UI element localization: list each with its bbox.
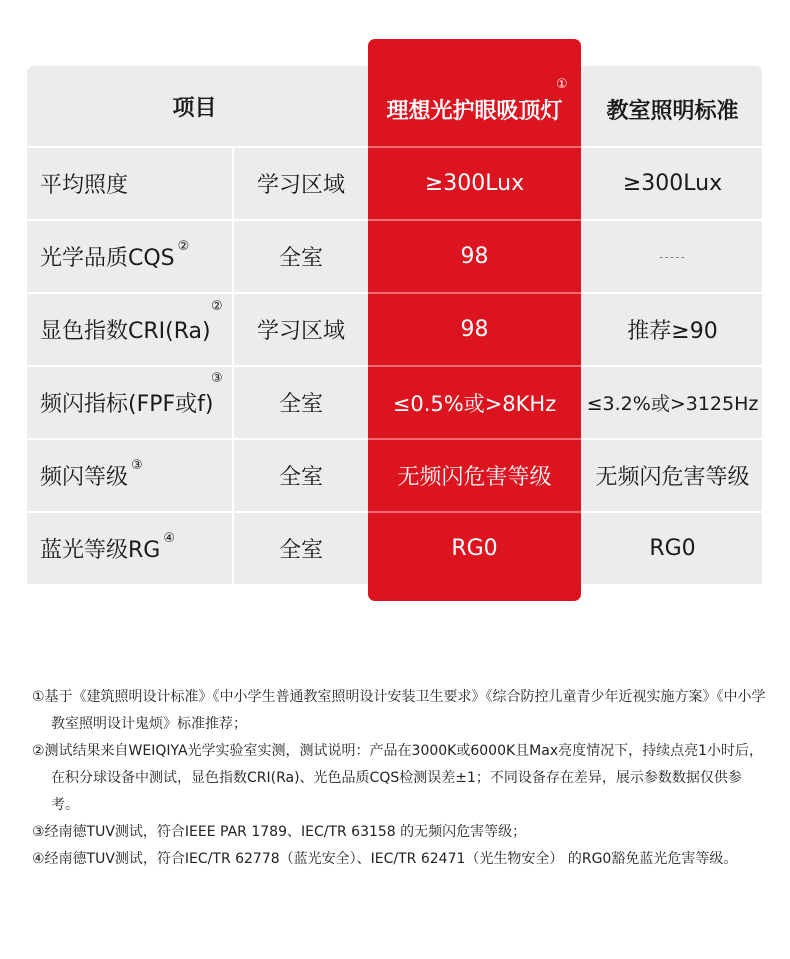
row-item-label: 光学品质CQS — [40, 246, 175, 271]
row-area: 全室 — [278, 465, 323, 490]
footnotes — [32, 684, 767, 873]
footnote-3: ③经南德TUV测试，符合IEEE PAR 1789、IEC/TR 63158 的无频闪危害等级； — [32, 824, 527, 840]
row-product-value: 无频闪危害等级 — [397, 465, 552, 490]
row-standard-value: ----- — [659, 249, 686, 264]
row-item — [27, 148, 232, 219]
footnote-1: ①基于《建筑照明设计标准》《中小学生普通教室照明设计安装卫生要求》《综合防控儿童青少年近视实施方案》《中小学教室照明设计鬼烦》标准推荐； — [32, 689, 766, 732]
header-item: 项目 — [172, 95, 217, 121]
row-item — [27, 513, 232, 584]
row-item — [27, 440, 232, 511]
row-area: 全室 — [278, 538, 323, 563]
row-standard-value: ≥300Lux — [622, 171, 723, 196]
row-standard-value: 无频闪危害等级 — [595, 465, 750, 490]
header-product: 理想光护眼吸顶灯 — [386, 98, 563, 124]
footnote-2: ②测试结果来自WEIQIYA光学实验室实测，测试说明：产品在3000K或6000K且Max亮度情况下，持续点亮1小时后，在积分球设备中测试，显色指数CRI(Ra)、光色品质CQS检测误差±1；不同设备存在差异，展示参数数据仅供参考。 — [32, 743, 764, 813]
row-product-value: 98 — [460, 244, 489, 269]
row-item — [27, 367, 232, 438]
row-item-label: 平均照度 — [40, 173, 129, 198]
row-standard-value: RG0 — [649, 536, 696, 561]
row-product-value: ≥300Lux — [424, 171, 525, 196]
row-product-value: ≤0.5%或>8KHz — [392, 391, 557, 416]
row-item-label: 频闪指标(FPF或f) — [40, 392, 214, 417]
row-area: 学习区域 — [256, 319, 345, 344]
row-area: 全室 — [278, 246, 323, 271]
footnote-mark: ② — [177, 239, 190, 254]
footnote-mark: ③ — [131, 458, 143, 473]
header-standard: 教室照明标准 — [606, 98, 739, 124]
row-product-value: 98 — [460, 317, 489, 342]
row-item-label: 频闪等级 — [40, 465, 129, 490]
row-item — [27, 221, 232, 292]
row-item-label: 蓝光等级RG — [40, 538, 161, 563]
row-area: 全室 — [278, 392, 323, 417]
comparison-table — [27, 39, 762, 601]
row-product-value: RG0 — [451, 536, 498, 561]
footnote-mark: ① — [556, 77, 568, 92]
footnote-mark: ② — [211, 299, 223, 314]
footnote-mark: ④ — [163, 531, 175, 546]
row-item-label: 显色指数CRI(Ra) — [40, 319, 211, 344]
row-area: 学习区域 — [256, 173, 345, 198]
row-item — [27, 294, 232, 365]
footnote-4: ④经南德TUV测试，符合IEC/TR 62778（蓝光安全）、IEC/TR 62471（光生物安全） 的RG0豁免蓝光危害等级。 — [32, 851, 738, 867]
row-standard-value: 推荐≥90 — [627, 319, 718, 344]
footnote-mark: ③ — [211, 371, 223, 386]
row-standard-value: ≤3.2%或>3125Hz — [586, 393, 759, 415]
